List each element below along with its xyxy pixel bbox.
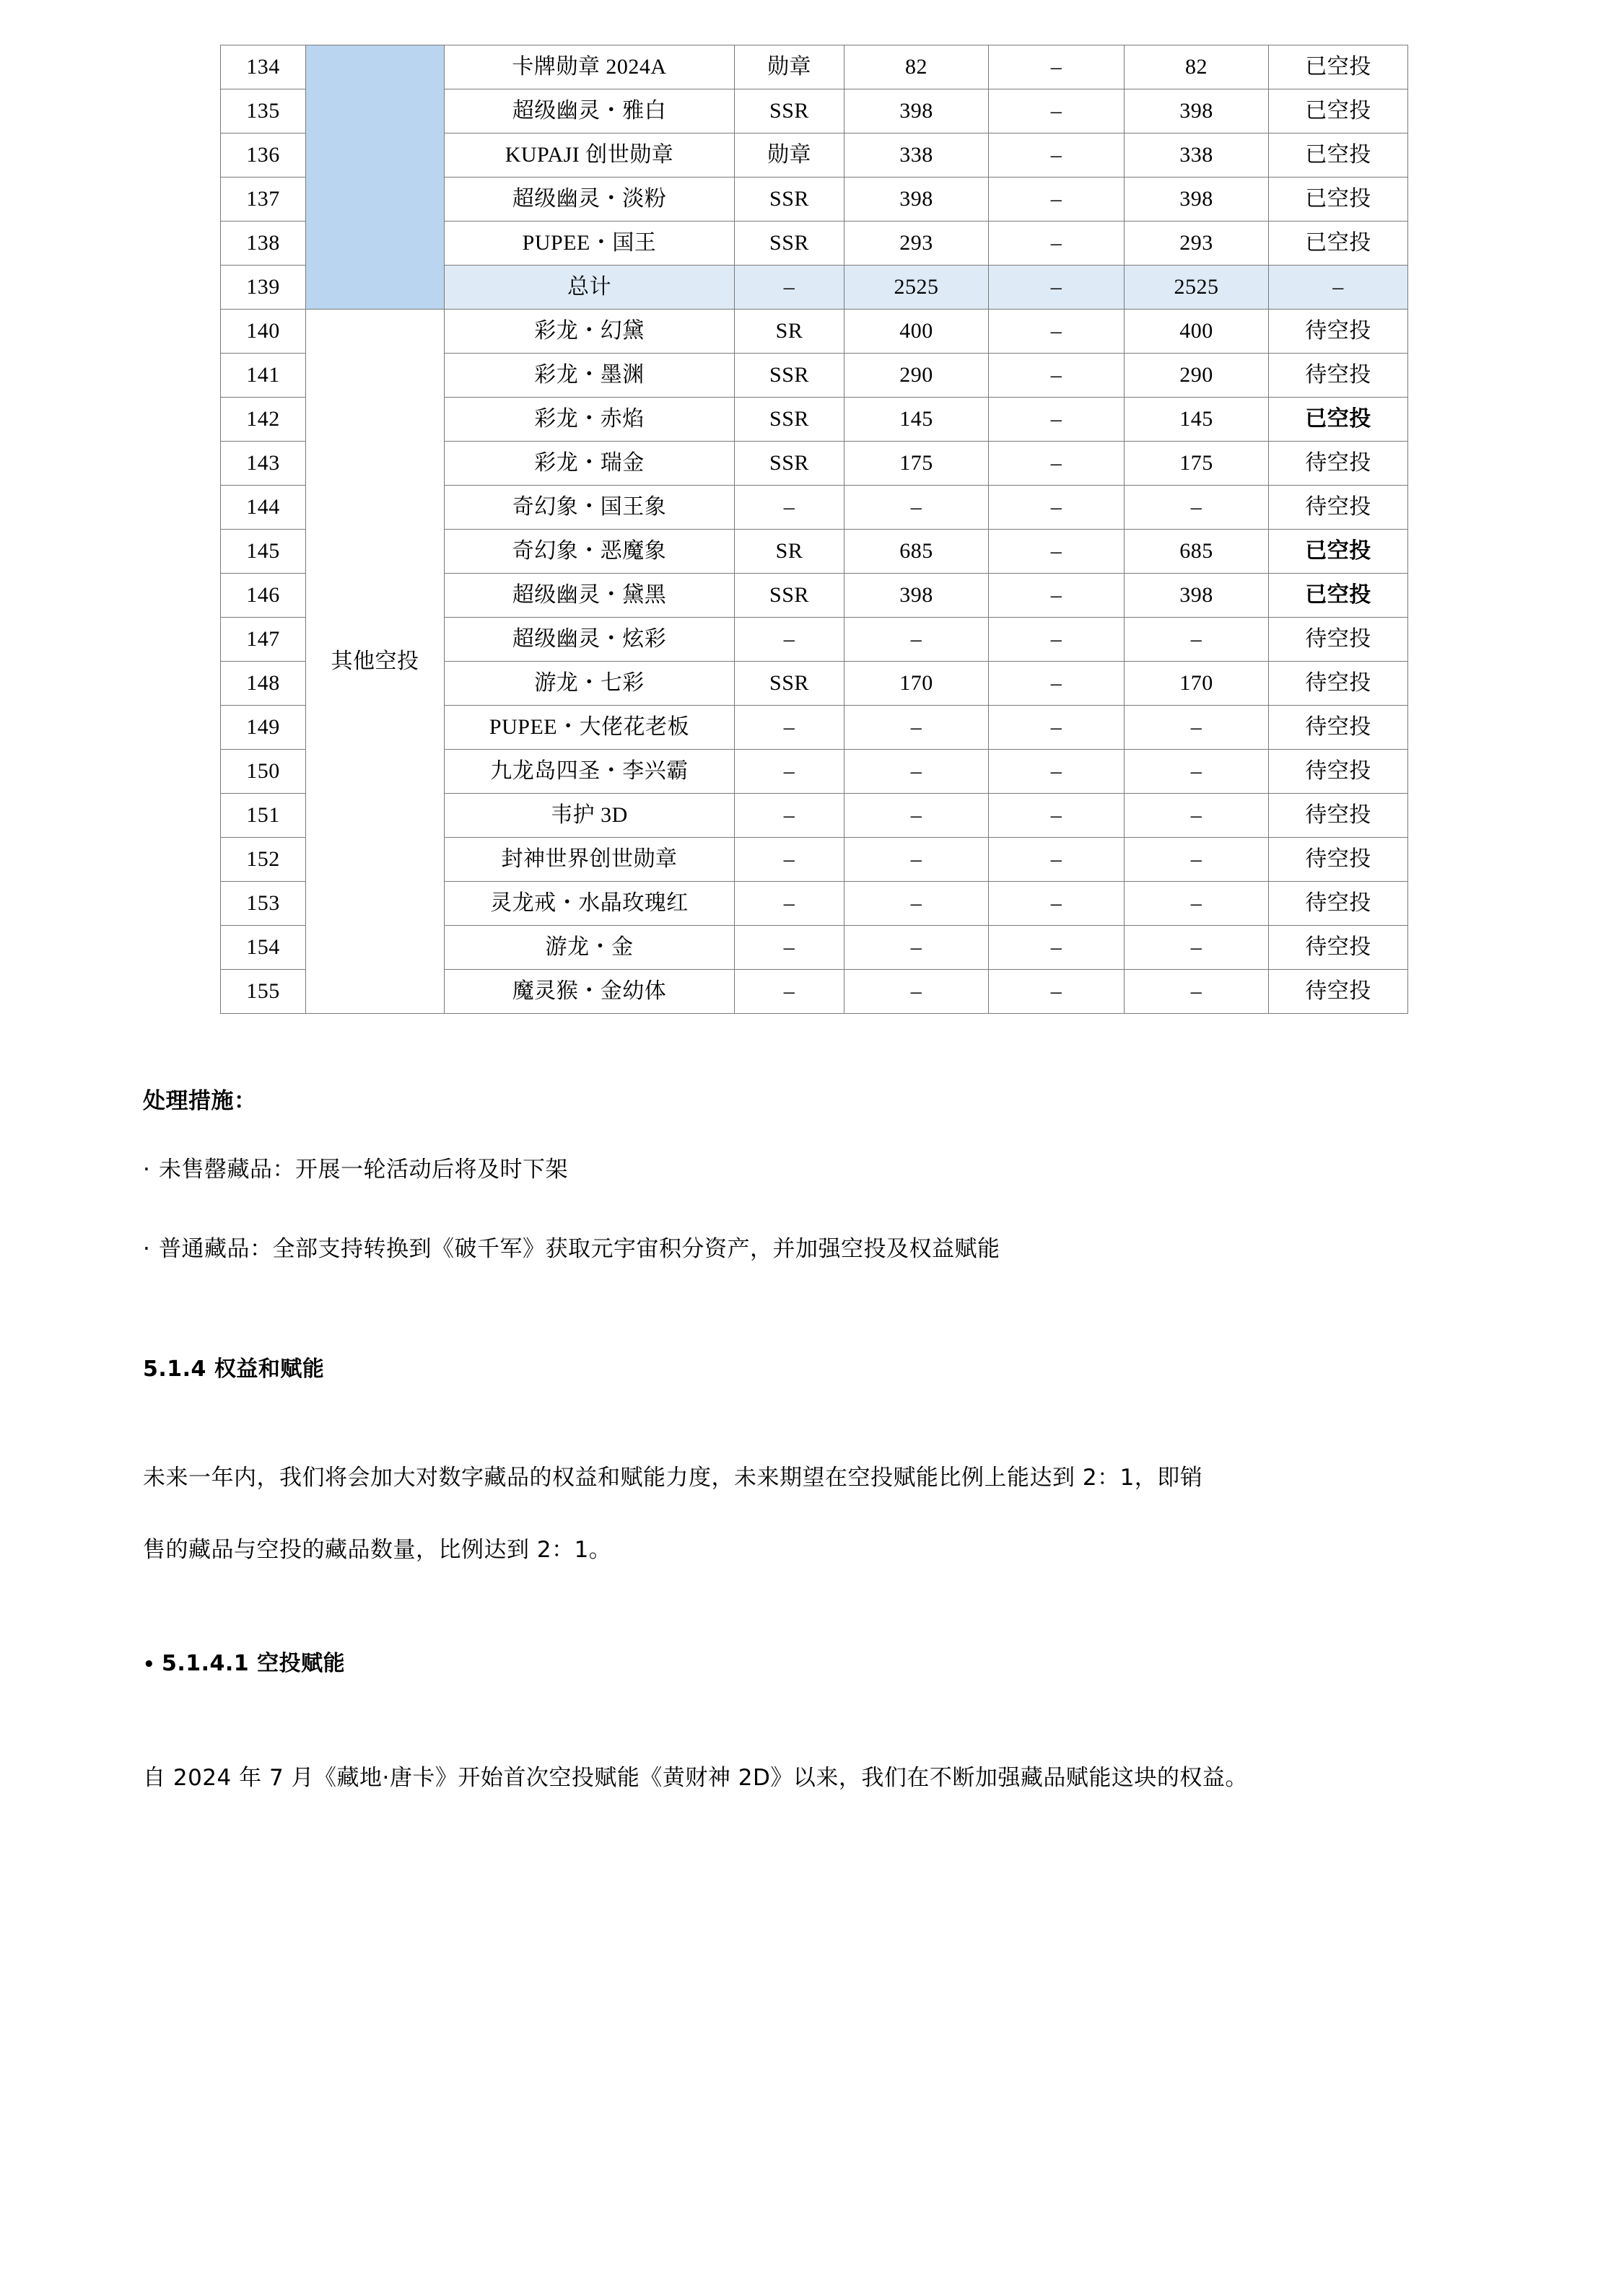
rarity-cell: SSR [735,398,844,442]
rarity-cell: SSR [735,222,844,266]
rarity-cell: SSR [735,89,844,133]
row-index-cell: 150 [221,750,306,794]
status-cell: 待空投 [1269,970,1408,1014]
rarity-cell: SSR [735,354,844,398]
row-index-cell: 148 [221,662,306,706]
quantity-1-cell: 170 [844,662,989,706]
quantity-3-cell: – [1125,926,1269,970]
quantity-2-cell: – [989,222,1125,266]
bullet-item-unsold-text: 未售罄藏品：开展一轮活动后将及时下架 [159,1157,568,1183]
airdrop-table [220,45,1408,1014]
quantity-2-cell: – [989,398,1125,442]
quantity-2-cell: – [989,133,1125,178]
quantity-2-cell: – [989,486,1125,530]
row-index-cell: 138 [221,222,306,266]
quantity-2-cell: – [989,794,1125,838]
status-cell: 待空投 [1269,750,1408,794]
quantity-3-cell: 398 [1125,89,1269,133]
quantity-1-cell: 293 [844,222,989,266]
rarity-cell: – [735,750,844,794]
quantity-1-cell: 2525 [844,266,989,310]
item-name-cell: 灵龙戒・水晶玫瑰红 [445,882,735,926]
row-index-cell: 141 [221,354,306,398]
quantity-3-cell: – [1125,618,1269,662]
section-heading-5-1-4: 5.1.4 权益和赋能 [143,1356,325,1382]
quantity-3-cell: 145 [1125,398,1269,442]
item-name-cell: 彩龙・瑞金 [445,442,735,486]
quantity-3-cell: 293 [1125,222,1269,266]
row-index-cell: 145 [221,530,306,574]
measures-heading: 处理措施： [143,1088,257,1114]
status-cell: – [1269,266,1408,310]
airdrop-table-body [221,45,1408,1014]
status-cell: 待空投 [1269,838,1408,882]
row-index-cell: 154 [221,926,306,970]
row-index-cell: 135 [221,89,306,133]
rarity-cell: SSR [735,574,844,618]
item-name-cell: 彩龙・赤焰 [445,398,735,442]
status-cell: 已空投 [1269,574,1408,618]
quantity-1-cell: 398 [844,89,989,133]
bullet-marker-icon: · [143,1236,151,1263]
quantity-2-cell: – [989,662,1125,706]
quantity-1-cell: – [844,486,989,530]
quantity-1-cell: 685 [844,530,989,574]
row-index-cell: 155 [221,970,306,1014]
rarity-cell: – [735,706,844,750]
rarity-cell: – [735,970,844,1014]
row-index-cell: 142 [221,398,306,442]
quantity-2-cell: – [989,970,1125,1014]
bullet-marker-icon: · [143,1157,151,1183]
row-index-cell: 140 [221,310,306,354]
item-name-cell: 韦护 3D [445,794,735,838]
item-name-cell: 超级幽灵・淡粉 [445,178,735,222]
quantity-3-cell: 175 [1125,442,1269,486]
item-name-cell: 总计 [445,266,735,310]
row-index-cell: 149 [221,706,306,750]
status-cell: 已空投 [1269,45,1408,89]
quantity-1-cell: 398 [844,574,989,618]
quantity-1-cell: – [844,926,989,970]
quantity-3-cell: – [1125,794,1269,838]
rarity-cell: SSR [735,442,844,486]
quantity-1-cell: – [844,706,989,750]
item-name-cell: 超级幽灵・炫彩 [445,618,735,662]
item-name-cell: 游龙・金 [445,926,735,970]
table-row [221,310,1408,354]
status-cell: 待空投 [1269,706,1408,750]
quantity-2-cell: – [989,178,1125,222]
quantity-2-cell: – [989,706,1125,750]
item-name-cell: 魔灵猴・金幼体 [445,970,735,1014]
quantity-1-cell: 398 [844,178,989,222]
quantity-1-cell: – [844,618,989,662]
rarity-cell: – [735,882,844,926]
row-index-cell: 152 [221,838,306,882]
group-cell-other-airdrop: 其他空投 [306,310,445,1014]
row-index-cell: 134 [221,45,306,89]
row-index-cell: 146 [221,574,306,618]
status-cell: 已空投 [1269,89,1408,133]
table-row [221,45,1408,89]
rarity-cell: SSR [735,178,844,222]
row-index-cell: 147 [221,618,306,662]
document-body [143,1082,1500,1792]
rarity-cell: – [735,794,844,838]
quantity-3-cell: 170 [1125,662,1269,706]
quantity-2-cell: – [989,442,1125,486]
quantity-2-cell: – [989,266,1125,310]
quantity-3-cell: 290 [1125,354,1269,398]
quantity-3-cell: – [1125,970,1269,1014]
quantity-1-cell: – [844,794,989,838]
quantity-2-cell: – [989,750,1125,794]
item-name-cell: PUPEE・大佬花老板 [445,706,735,750]
quantity-3-cell: – [1125,882,1269,926]
status-cell: 已空投 [1269,222,1408,266]
quantity-3-cell: 338 [1125,133,1269,178]
quantity-3-cell: – [1125,706,1269,750]
row-index-cell: 153 [221,882,306,926]
subsection-heading-5-1-4-1-text: 5.1.4.1 空投赋能 [162,1651,346,1677]
item-name-cell: 九龙岛四圣・李兴霸 [445,750,735,794]
group-cell-highlighted [306,45,445,310]
quantity-2-cell: – [989,89,1125,133]
quantity-1-cell: – [844,838,989,882]
row-index-cell: 139 [221,266,306,310]
status-cell: 待空投 [1269,618,1408,662]
item-name-cell: 奇幻象・国王象 [445,486,735,530]
status-cell: 待空投 [1269,486,1408,530]
status-cell: 待空投 [1269,354,1408,398]
item-name-cell: KUPAJI 创世勋章 [445,133,735,178]
rarity-cell: – [735,838,844,882]
quantity-3-cell: 398 [1125,574,1269,618]
row-index-cell: 143 [221,442,306,486]
quantity-2-cell: – [989,45,1125,89]
item-name-cell: 卡牌勋章 2024A [445,45,735,89]
rarity-cell: 勋章 [735,45,844,89]
status-cell: 待空投 [1269,662,1408,706]
quantity-1-cell: – [844,882,989,926]
quantity-3-cell: 82 [1125,45,1269,89]
status-cell: 待空投 [1269,926,1408,970]
quantity-1-cell: 290 [844,354,989,398]
status-cell: 已空投 [1269,178,1408,222]
row-index-cell: 144 [221,486,306,530]
bullet-item-unsold [143,1155,1500,1184]
quantity-3-cell: 398 [1125,178,1269,222]
item-name-cell: 彩龙・幻黛 [445,310,735,354]
row-index-cell: 137 [221,178,306,222]
quantity-3-cell: – [1125,486,1269,530]
quantity-3-cell: 685 [1125,530,1269,574]
quantity-3-cell: – [1125,750,1269,794]
list-marker-icon: • [143,1654,156,1676]
quantity-1-cell: 145 [844,398,989,442]
status-cell: 已空投 [1269,530,1408,574]
item-name-cell: 奇幻象・恶魔象 [445,530,735,574]
rarity-cell: SR [735,530,844,574]
row-index-cell: 151 [221,794,306,838]
paragraph-rights-line-1: 未来一年内，我们将会加大对数字藏品的权益和赋能力度，未来期望在空投赋能比例上能达到 2：1，即销 [143,1464,1203,1491]
quantity-1-cell: 400 [844,310,989,354]
quantity-2-cell: – [989,926,1125,970]
quantity-2-cell: – [989,838,1125,882]
quantity-2-cell: – [989,574,1125,618]
airdrop-table-container [220,45,1407,1014]
quantity-2-cell: – [989,310,1125,354]
quantity-3-cell: 400 [1125,310,1269,354]
quantity-3-cell: – [1125,838,1269,882]
rarity-cell: – [735,486,844,530]
rarity-cell: – [735,618,844,662]
subsection-heading-5-1-4-1 [143,1645,1500,1677]
status-cell: 待空投 [1269,442,1408,486]
status-cell: 待空投 [1269,310,1408,354]
status-cell: 已空投 [1269,398,1408,442]
item-name-cell: 封神世界创世勋章 [445,838,735,882]
rarity-cell: SR [735,310,844,354]
quantity-1-cell: 338 [844,133,989,178]
status-cell: 已空投 [1269,133,1408,178]
rarity-cell: – [735,926,844,970]
quantity-1-cell: 175 [844,442,989,486]
item-name-cell: 超级幽灵・黛黑 [445,574,735,618]
quantity-3-cell: 2525 [1125,266,1269,310]
bullet-item-common [143,1235,1500,1263]
item-name-cell: 彩龙・墨渊 [445,354,735,398]
quantity-2-cell: – [989,354,1125,398]
status-cell: 待空投 [1269,794,1408,838]
paragraph-airdrop-history: 自 2024 年 7 月《藏地·唐卡》开始首次空投赋能《黄财神 2D》以来，我们在不断加强藏品赋能这块的权益。 [143,1765,1248,1792]
row-index-cell: 136 [221,133,306,178]
paragraph-rights-line-2: 售的藏品与空投的藏品数量，比例达到 2：1。 [143,1536,612,1563]
quantity-2-cell: – [989,882,1125,926]
quantity-1-cell: – [844,750,989,794]
quantity-1-cell: – [844,970,989,1014]
item-name-cell: PUPEE・国王 [445,222,735,266]
bullet-item-common-text: 普通藏品：全部支持转换到《破千军》获取元宇宙积分资产，并加强空投及权益赋能 [159,1236,1000,1263]
quantity-2-cell: – [989,618,1125,662]
rarity-cell: SSR [735,662,844,706]
item-name-cell: 游龙・七彩 [445,662,735,706]
status-cell: 待空投 [1269,882,1408,926]
quantity-2-cell: – [989,530,1125,574]
item-name-cell: 超级幽灵・雅白 [445,89,735,133]
rarity-cell: 勋章 [735,133,844,178]
quantity-1-cell: 82 [844,45,989,89]
rarity-cell: – [735,266,844,310]
